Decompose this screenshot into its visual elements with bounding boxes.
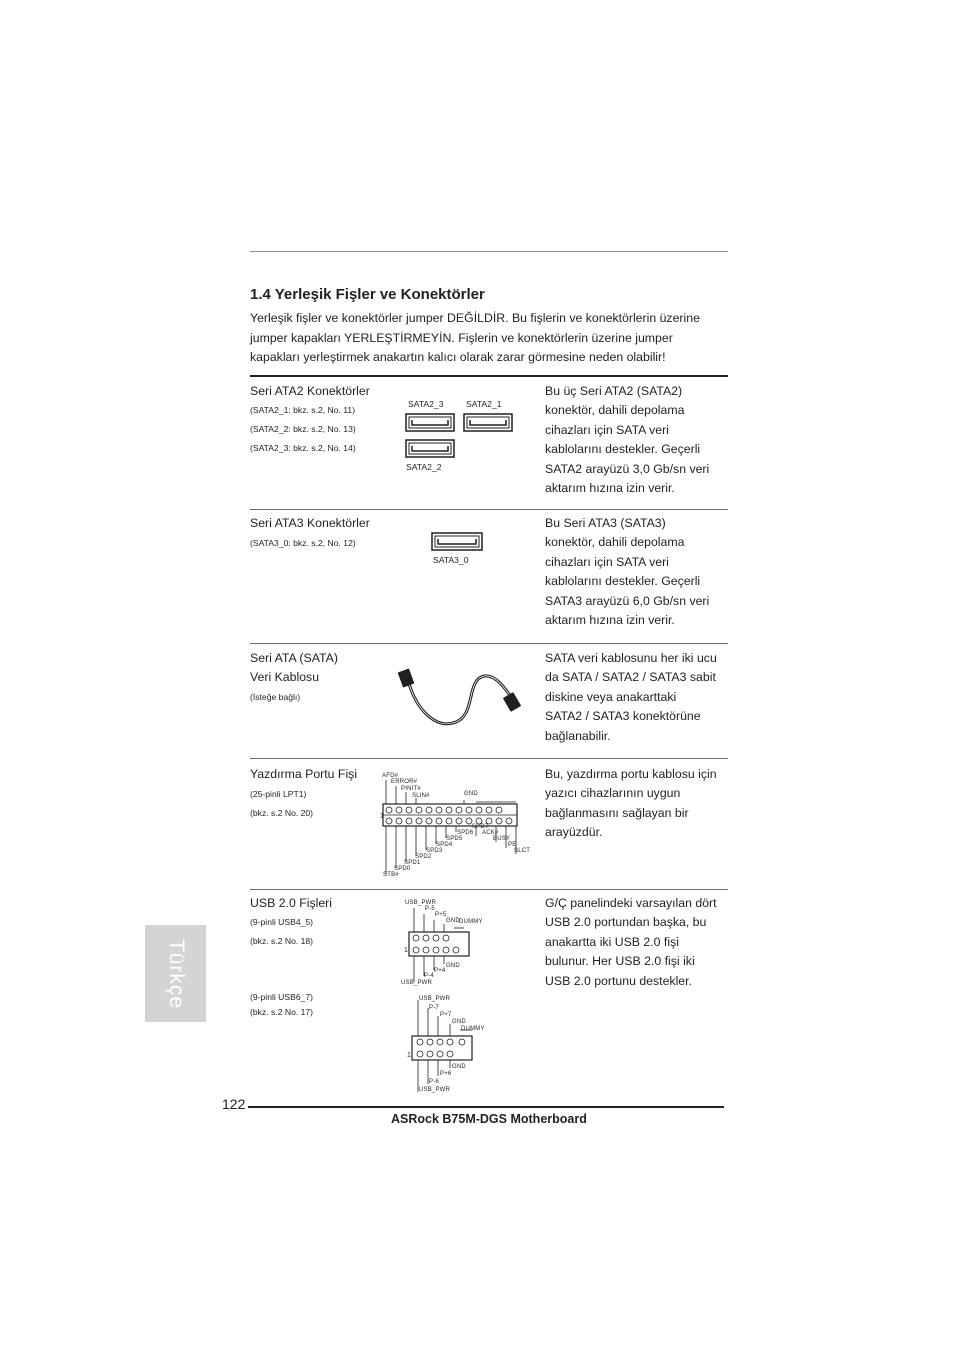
sata2-2-connector bbox=[406, 440, 454, 457]
sata2-description: Bu üç Seri ATA2 (SATA2) konektör, dahili depolama cihazları için SATA veri kablolarını destekler. Geçerli SATA2 arayüzü 3,0 Gb/sn veri aktarım hızına izin verir. bbox=[545, 384, 710, 496]
usb67-pin-p7n: P-7 bbox=[429, 1005, 439, 1011]
usb67-pin-gnd-bottom: GND bbox=[452, 1064, 466, 1070]
usb67-ref-2: (bkz. s.2 No. 17) bbox=[250, 1007, 314, 1017]
footer-model: ASRock B75M-DGS Motherboard bbox=[391, 1112, 587, 1126]
sata3-title: Seri ATA3 Konektörler bbox=[250, 516, 370, 530]
usb67-pin-dummy: DUMMY bbox=[461, 1026, 485, 1032]
printer-title: Yazdırma Portu Fişi bbox=[250, 767, 358, 781]
printer-pin-pinit: PINIT# bbox=[401, 786, 421, 792]
usb45-pin-pwr-top: USB_PWR bbox=[405, 900, 437, 906]
usb45-pin-p5p: P+5 bbox=[435, 912, 447, 918]
sata2-title: Seri ATA2 Konektörler bbox=[250, 384, 370, 398]
printer-pin-busy: BUSY bbox=[493, 836, 511, 842]
printer-pin-slin: SLIN# bbox=[412, 793, 430, 799]
sata2-ref-1: (SATA2_1: bkz. s.2, No. 11) bbox=[250, 405, 356, 415]
printer-pin-spd2: SPD2 bbox=[415, 854, 432, 860]
divider-3 bbox=[250, 758, 728, 759]
cable-note: (İsteğe bağlı) bbox=[250, 692, 301, 702]
sata2-ref-3: (SATA2_3: bkz. s.2, No. 14) bbox=[250, 443, 356, 453]
usb45-pin-dummy: DUMMY bbox=[459, 919, 483, 925]
printer-ref-2: (bkz. s.2 No. 20) bbox=[250, 808, 314, 818]
svg-text:1: 1 bbox=[380, 813, 384, 820]
usb45-pin-p5n: P-5 bbox=[425, 906, 435, 912]
printer-pins bbox=[386, 807, 512, 824]
sata3-ref-1: (SATA3_0: bkz. s.2, No. 12) bbox=[250, 538, 356, 548]
sata2-connectors-diagram bbox=[404, 412, 516, 460]
cable-title-2: Veri Kablosu bbox=[250, 670, 320, 684]
usb67-pin-gnd-top: GND bbox=[452, 1019, 466, 1025]
usb45-pin-gnd-top: GND bbox=[446, 918, 460, 924]
cable-title-1: Seri ATA (SATA) bbox=[250, 651, 338, 665]
printer-pin-spd7: SPD7 bbox=[472, 824, 489, 830]
usb67-pin-p6p: P+6 bbox=[440, 1071, 452, 1077]
header-rule bbox=[250, 251, 728, 252]
usb67-pin-pwr-bottom: USB_PWR bbox=[419, 1087, 451, 1093]
usb67-pin-p6n: P-6 bbox=[429, 1079, 439, 1085]
printer-pin-slct: SLCT bbox=[514, 848, 531, 854]
sata3-description: Bu Seri ATA3 (SATA3) konektör, dahili depolama cihazları için SATA veri kablolarını destekler. Geçerli SATA3 arayüzü 6,0 Gb/sn veri aktarım hızına izin verir. bbox=[545, 516, 710, 628]
intro-rule bbox=[250, 375, 728, 377]
sata-cable-illustration bbox=[396, 660, 526, 732]
printer-pin-ack: ACK# bbox=[482, 830, 499, 836]
printer-pin-spd0: SPD0 bbox=[394, 866, 411, 872]
sata2-3-connector bbox=[406, 414, 454, 431]
printer-pin-pe: PE bbox=[508, 842, 517, 848]
usb45-pin-pwr-bottom: USB_PWR bbox=[401, 980, 433, 986]
usb-title: USB 2.0 Fişleri bbox=[250, 896, 333, 910]
printer-pin-spd1: SPD1 bbox=[404, 860, 421, 866]
svg-text:1: 1 bbox=[404, 947, 408, 954]
sata2-3-label: SATA2_3 bbox=[408, 399, 444, 409]
sata2-1-connector bbox=[464, 414, 512, 431]
printer-pin-error: ERROR# bbox=[391, 779, 418, 785]
sata2-2-label: SATA2_2 bbox=[406, 462, 442, 472]
language-tab bbox=[145, 925, 206, 1022]
divider-4 bbox=[250, 889, 728, 890]
printer-description: Bu, yazdırma portu kablosu için yazıcı cihazlarının uygun bağlanmasını sağlayan bir arayüzdür. bbox=[545, 767, 717, 840]
sata3-0-label: SATA3_0 bbox=[433, 555, 469, 565]
usb67-pin-p7p: P+7 bbox=[440, 1012, 452, 1018]
sata3-connector-diagram bbox=[430, 531, 484, 552]
usb45-header-diagram bbox=[404, 906, 474, 986]
usb45-ref-2: (bkz. s.2 No. 18) bbox=[250, 936, 314, 946]
cable-description: SATA veri kablosunu her iki ucu da SATA / SATA2 / SATA3 sabit diskine veya anakarttaki SATA2 / SATA3 konektörüne bağlanabilir. bbox=[545, 651, 717, 743]
printer-ref-1: (25-pinli LPT1) bbox=[250, 789, 307, 799]
page-number: 122 bbox=[222, 1096, 246, 1112]
printer-pin-afd: AFD# bbox=[382, 773, 399, 779]
sata2-1-label: SATA2_1 bbox=[466, 399, 502, 409]
usb45-pin-gnd-bottom: GND bbox=[446, 963, 460, 969]
usb-description: G/Ç panelindeki varsayılan dört USB 2.0 portundan başka, bu anakartta iki USB 2.0 fişi bulunur. Her USB 2.0 fişi iki USB 2.0 portunu destekler. bbox=[545, 896, 717, 988]
intro-paragraph: Yerleşik fişler ve konektörler jumper DEĞİLDİR. Bu fişlerin ve konektörlerin üzerine jumper kapakları YERLEŞTİRMEYİN. Fişlerin ve konektörlerin üzerine jumper kapakları yerleştirmek anakartın kalıcı olarak zarar görmesine neden olabilir! bbox=[250, 311, 700, 364]
printer-pin-spd5: SPD5 bbox=[446, 836, 463, 842]
printer-pin-spd6: SPD6 bbox=[457, 830, 474, 836]
svg-text:1: 1 bbox=[407, 1052, 411, 1059]
usb45-pin-p4p: P+4 bbox=[434, 968, 446, 974]
usb67-pin-pwr-top: USB_PWR bbox=[419, 996, 451, 1002]
printer-pin-spd4: SPD4 bbox=[436, 842, 453, 848]
section-title: 1.4 Yerleşik Fişler ve Konektörler bbox=[250, 286, 485, 303]
footer-rule bbox=[248, 1106, 724, 1108]
printer-pin-gnd: GND bbox=[464, 791, 478, 797]
printer-pin-spd3: SPD3 bbox=[426, 848, 443, 854]
usb45-pin-p4n: P-4 bbox=[424, 973, 434, 979]
usb67-ref-1: (9-pinli USB6_7) bbox=[250, 992, 314, 1002]
language-tab-label: Türkçe bbox=[164, 938, 188, 1009]
sata2-ref-2: (SATA2_2: bkz. s.2, No. 13) bbox=[250, 424, 356, 434]
divider-2 bbox=[250, 643, 728, 644]
printer-pin-stb: STB# bbox=[383, 872, 399, 878]
usb45-ref-1: (9-pinli USB4_5) bbox=[250, 917, 314, 927]
sata3-0-connector bbox=[432, 533, 482, 550]
usb67-header-diagram bbox=[406, 996, 480, 1094]
divider-1 bbox=[250, 509, 728, 510]
